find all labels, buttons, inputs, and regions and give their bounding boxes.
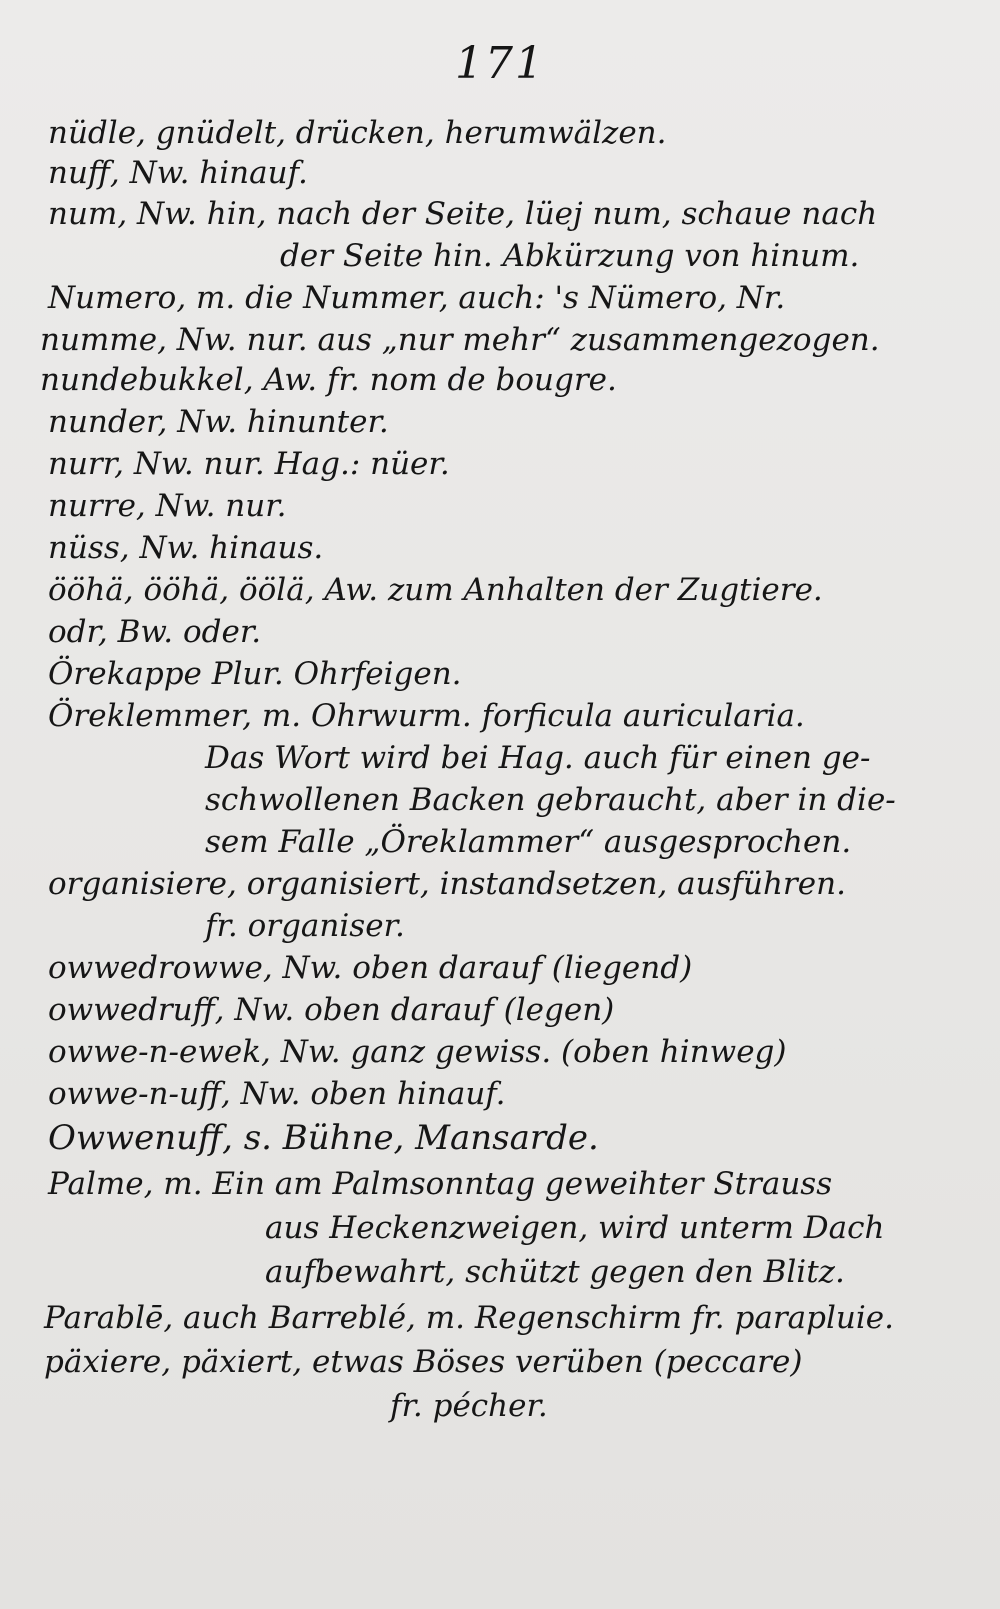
entry-line: Das Wort wird bei Hag. auch für einen ge- [205,740,871,776]
entry-line: fr. pécher. [390,1388,548,1424]
entry-line: owwe-n-ewek, Nw. ganz gewiss. (oben hinweg) [48,1034,787,1070]
entry-line: Örekappe Plur. Ohrfeigen. [48,656,462,692]
entry-line: owwedruff, Nw. oben darauf (legen) [48,992,615,1028]
entry-line: Numero, m. die Nummer, auch: 's Nümero, Nr. [48,280,786,316]
entry-line: Öreklemmer, m. Ohrwurm. forficula auricularia. [48,698,805,734]
entry-line: nurr, Nw. nur. Hag.: nüer. [48,446,450,482]
entry-line: num, Nw. hin, nach der Seite, lüej num, schaue nach [48,196,878,232]
entry-line: numme, Nw. nur. aus „nur mehr“ zusammengezogen. [40,322,880,358]
page-number: 171 [455,38,545,89]
entry-line: der Seite hin. Abkürzung von hinum. [280,238,860,274]
entry-line: Parablē, auch Barreblé, m. Regenschirm fr. parapluie. [44,1300,894,1336]
entry-line: päxiere, päxiert, etwas Böses verüben (peccare) [44,1344,803,1380]
entry-line: sem Falle „Öreklammer“ ausgesprochen. [205,824,852,860]
entry-line: organisiere, organisiert, instandsetzen, ausführen. [48,866,846,902]
entry-line: Owwenuff, s. Bühne, Mansarde. [48,1118,599,1158]
entry-line: nüss, Nw. hinaus. [48,530,324,566]
entry-line: aufbewahrt, schützt gegen den Blitz. [265,1254,845,1290]
entry-line: owwedrowwe, Nw. oben darauf (liegend) [48,950,693,986]
entry-line: odr, Bw. oder. [48,614,262,650]
entry-line: Palme, m. Ein am Palmsonntag geweihter Strauss [48,1166,833,1202]
entry-line: owwe-n-uff, Nw. oben hinauf. [48,1076,506,1112]
entry-line: fr. organiser. [205,908,405,944]
entry-line: schwollenen Backen gebraucht, aber in die- [205,782,896,818]
entry-line: nundebukkel, Aw. fr. nom de bougre. [40,362,617,398]
entry-line: aus Heckenzweigen, wird unterm Dach [265,1210,885,1246]
entry-line: nuff, Nw. hinauf. [48,155,308,191]
entry-line: nurre, Nw. nur. [48,488,287,524]
entry-line: nüdle, gnüdelt, drücken, herumwälzen. [48,115,667,151]
entry-line: nunder, Nw. hinunter. [48,404,389,440]
entry-line: ööhä, ööhä, öölä, Aw. zum Anhalten der Zugtiere. [48,572,823,608]
